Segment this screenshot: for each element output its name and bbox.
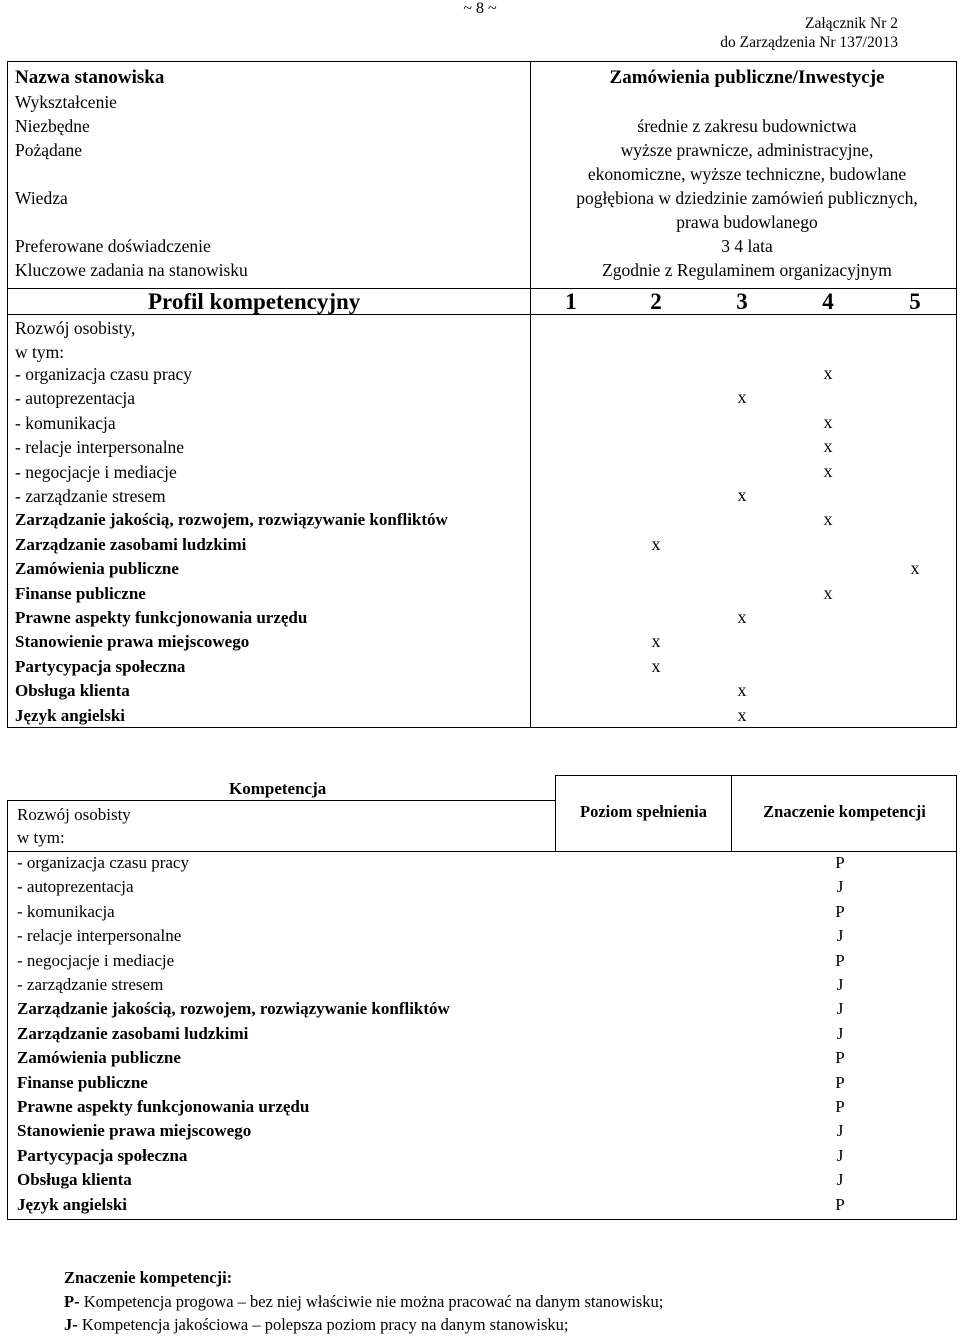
level-header: 5 — [909, 289, 921, 314]
significance-value: J — [836, 975, 844, 994]
page-number: ~ 8 ~ — [463, 0, 497, 17]
position-row-value: średnie z zakresu budownictwa — [637, 116, 857, 136]
group-label: Rozwój osobisty — [17, 805, 131, 824]
level-header: 2 — [650, 289, 662, 314]
profile-level-mark: x — [737, 680, 747, 701]
position-profile-table — [7, 61, 957, 728]
significance-item-label: Partycypacja społeczna — [17, 1145, 188, 1165]
significance-item-label: Zarządzanie jakością, rozwojem, rozwiązywanie konfliktów — [17, 999, 450, 1019]
profile-item-label: Zarządzanie jakością, rozwojem, rozwiązywanie konfliktów — [15, 510, 448, 530]
profile-level-mark: x — [651, 631, 661, 652]
outer-border — [7, 800, 8, 1220]
profile-group-label-sub: w tym: — [15, 342, 65, 362]
significance-value: P — [835, 1097, 845, 1116]
legend-j-key: J- — [64, 1315, 78, 1334]
significance-item-label: Stanowienie prawa miejscowego — [17, 1121, 252, 1141]
header-significance: Znaczenie kompetencji — [763, 802, 926, 821]
profile-item-label: - autoprezentacja — [15, 388, 135, 409]
significance-value: P — [835, 950, 845, 970]
position-row-label: Niezbędne — [15, 116, 90, 136]
position-row-value: Zamówienia publiczne/Inwestycje — [609, 67, 885, 88]
significance-value: J — [836, 1170, 844, 1190]
significance-item-label: Zarządzanie zasobami ludzkimi — [17, 1023, 249, 1043]
profile-item-label: Prawne aspekty funkcjonowania urzędu — [15, 608, 308, 627]
significance-value: P — [835, 1194, 845, 1214]
significance-item-label: Obsługa klienta — [17, 1170, 132, 1190]
position-row-label: Nazwa stanowiska — [15, 67, 165, 88]
significance-item-label: - zarządzanie stresem — [17, 975, 164, 994]
profile-level-mark: x — [823, 411, 833, 432]
significance-item-label: Finanse publiczne — [17, 1072, 148, 1092]
significance-value: P — [835, 1048, 845, 1068]
profile-level-mark: x — [910, 558, 920, 579]
profile-level-mark: x — [651, 533, 661, 554]
profile-level-mark: x — [737, 485, 747, 505]
column-divider — [530, 62, 531, 288]
legend-p-text: Kompetencja progowa – bez niej właściwie nie można pracować na danym stanowisku; — [79, 1292, 664, 1311]
legend-title: Znaczenie kompetencji: — [64, 1268, 233, 1287]
level-header: 4 — [822, 289, 834, 314]
profile-item-label: - relacje interpersonalne — [15, 437, 185, 458]
position-row-value: Zgodnie z Regulaminem organizacyjnym — [602, 260, 892, 280]
group-label-sub: w tym: — [17, 828, 65, 847]
significance-item-label: Zamówienia publiczne — [17, 1048, 181, 1068]
profile-item-label: Język angielski — [15, 705, 126, 725]
profile-level-mark: x — [737, 704, 747, 725]
annex-line-1: Załącznik Nr 2 — [805, 15, 898, 32]
annex-line-2: do Zarządzenia Nr 137/2013 — [720, 34, 898, 51]
outer-border — [956, 775, 957, 1220]
legend-j — [64, 1313, 569, 1336]
profile-item-label: Partycypacja społeczna — [15, 656, 186, 676]
header-competence: Kompetencja — [229, 779, 327, 798]
position-row-label: Preferowane doświadczenie — [15, 236, 211, 256]
position-row-value-cont: ekonomiczne, wyższe techniczne, budowlane — [587, 164, 907, 184]
profile-item-label: Zarządzanie zasobami ludzkimi — [15, 534, 247, 554]
profile-level-mark: x — [737, 607, 747, 627]
profile-title: Profil kompetencyjny — [148, 289, 361, 314]
profile-item-label: Zamówienia publiczne — [15, 559, 179, 579]
profile-level-mark: x — [651, 655, 661, 676]
profile-item-label: - negocjacje i mediacje — [15, 461, 177, 482]
header-rule — [555, 775, 957, 776]
competence-significance-table — [7, 775, 957, 1220]
significance-item-label: - komunikacja — [17, 901, 115, 921]
significance-item-label: Prawne aspekty funkcjonowania urzędu — [17, 1097, 310, 1116]
legend-p-key: P- — [64, 1292, 80, 1311]
level-header: 3 — [736, 289, 748, 314]
significance-value: P — [835, 901, 845, 921]
position-row-value: 3 4 lata — [721, 236, 773, 256]
position-row-label: Kluczowe zadania na stanowisku — [15, 260, 248, 280]
significance-value: J — [836, 926, 844, 946]
profile-level-mark: x — [823, 363, 833, 383]
profile-group-label: Rozwój osobisty, — [15, 318, 136, 338]
significance-item-label: - relacje interpersonalne — [17, 926, 182, 946]
position-row-label: Wykształcenie — [15, 92, 117, 112]
position-row-value: pogłębiona w dziedzinie zamówień publicznych, — [576, 188, 918, 208]
significance-value: J — [836, 999, 844, 1019]
position-row-value: wyższe prawnicze, administracyjne, — [620, 140, 874, 160]
level-header: 1 — [565, 289, 577, 314]
profile-level-mark: x — [737, 387, 747, 408]
position-row-label: Wiedza — [15, 188, 68, 208]
significance-value: J — [836, 1023, 844, 1043]
legend-j-text: Kompetencja jakościowa – polepsza poziom pracy na danym stanowisku; — [77, 1315, 569, 1334]
significance-item-label: - autoprezentacja — [17, 877, 134, 897]
significance-item-label: - negocjacje i mediacje — [17, 950, 175, 970]
annex-note — [720, 14, 898, 52]
profile-level-mark: x — [823, 509, 833, 530]
column-divider — [530, 288, 531, 727]
profile-item-label: - zarządzanie stresem — [15, 486, 166, 506]
profile-item-label: Obsługa klienta — [15, 681, 130, 701]
position-row-label: Pożądane — [15, 140, 83, 160]
profile-level-mark: x — [823, 460, 833, 481]
position-row-value-cont: prawa budowlanego — [676, 212, 818, 232]
profile-item-label: - organizacja czasu pracy — [15, 364, 192, 384]
significance-value: J — [836, 1121, 844, 1141]
significance-value: J — [836, 877, 844, 897]
outer-border — [7, 1219, 957, 1220]
profile-level-mark: x — [823, 436, 833, 457]
significance-item-label: - organizacja czasu pracy — [17, 853, 189, 872]
significance-item-label: Język angielski — [17, 1194, 128, 1214]
profile-item-label: - komunikacja — [15, 412, 116, 433]
profile-item-label: Finanse publiczne — [15, 583, 146, 603]
legend-p — [64, 1290, 663, 1313]
significance-value: P — [835, 1072, 845, 1092]
header-level: Poziom spełnienia — [580, 802, 707, 821]
profile-level-mark: x — [823, 582, 833, 603]
significance-value: J — [836, 1145, 844, 1165]
profile-item-label: Stanowienie prawa miejscowego — [15, 632, 250, 652]
significance-value: P — [835, 853, 845, 872]
